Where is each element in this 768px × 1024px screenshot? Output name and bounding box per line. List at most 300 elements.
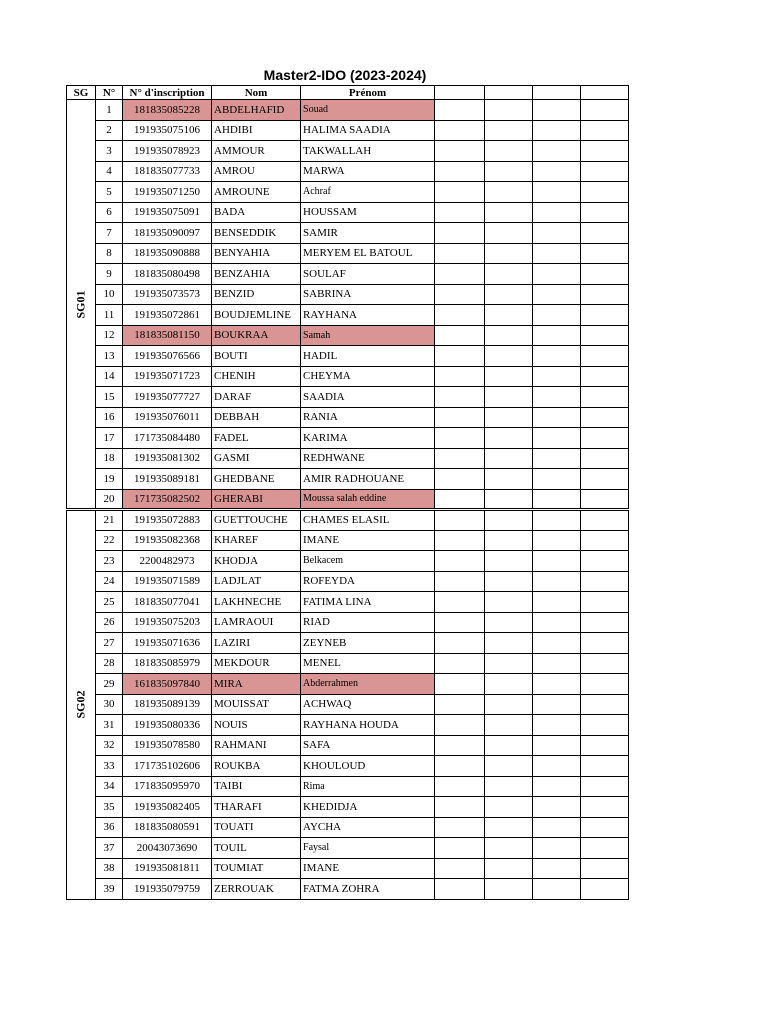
prenom-cell: Rima <box>301 776 435 797</box>
row-number-cell: 28 <box>96 653 123 674</box>
blank-cell <box>485 223 533 244</box>
blank-cell <box>581 694 629 715</box>
blank-cell <box>485 305 533 326</box>
nom-cell: NOUIS <box>212 715 301 736</box>
inscription-cell: 191935071723 <box>123 366 212 387</box>
prenom-cell: KHOULOUD <box>301 756 435 777</box>
row-number-cell: 7 <box>96 223 123 244</box>
nom-cell: AMROUNE <box>212 182 301 203</box>
header-inscription: N° d'inscription <box>123 86 212 100</box>
inscription-cell: 191935071636 <box>123 633 212 654</box>
blank-cell <box>485 387 533 408</box>
prenom-cell: SOULAF <box>301 264 435 285</box>
table-row <box>67 366 629 387</box>
nom-cell: BENZAHIA <box>212 264 301 285</box>
nom-cell: MOUISSAT <box>212 694 301 715</box>
inscription-cell: 191935075203 <box>123 612 212 633</box>
row-number-cell: 5 <box>96 182 123 203</box>
inscription-cell: 181835080591 <box>123 817 212 838</box>
blank-cell <box>485 428 533 449</box>
prenom-cell: SABRINA <box>301 284 435 305</box>
row-number-cell: 39 <box>96 879 123 900</box>
prenom-cell: AYCHA <box>301 817 435 838</box>
blank-cell <box>435 612 485 633</box>
table-row <box>67 407 629 428</box>
blank-cell <box>533 633 581 654</box>
table-row <box>67 182 629 203</box>
blank-cell <box>485 592 533 613</box>
row-number-cell: 17 <box>96 428 123 449</box>
inscription-cell: 181935089139 <box>123 694 212 715</box>
subgroup-label <box>67 510 96 900</box>
header-blank-4 <box>581 86 629 100</box>
blank-cell <box>581 223 629 244</box>
blank-cell <box>485 489 533 510</box>
blank-cell <box>435 571 485 592</box>
inscription-cell: 181935090888 <box>123 243 212 264</box>
blank-cell <box>533 182 581 203</box>
blank-cell <box>435 817 485 838</box>
student-list-table <box>66 85 629 900</box>
prenom-cell: HADIL <box>301 346 435 367</box>
nom-cell: AMROU <box>212 161 301 182</box>
blank-cell <box>485 674 533 695</box>
blank-cell <box>581 161 629 182</box>
blank-cell <box>581 407 629 428</box>
nom-cell: BOUKRAA <box>212 325 301 346</box>
inscription-cell: 191935072883 <box>123 510 212 531</box>
nom-cell: BOUDJEMLINE <box>212 305 301 326</box>
blank-cell <box>581 879 629 900</box>
blank-cell <box>581 674 629 695</box>
blank-cell <box>435 448 485 469</box>
blank-cell <box>581 141 629 162</box>
prenom-cell: IMANE <box>301 858 435 879</box>
inscription-cell: 191935075091 <box>123 202 212 223</box>
prenom-cell: CHEYMA <box>301 366 435 387</box>
blank-cell <box>485 530 533 551</box>
blank-cell <box>485 141 533 162</box>
blank-cell <box>581 387 629 408</box>
blank-cell <box>533 387 581 408</box>
nom-cell: CHENIH <box>212 366 301 387</box>
row-number-cell: 23 <box>96 551 123 572</box>
row-number-cell: 27 <box>96 633 123 654</box>
nom-cell: GHERABI <box>212 489 301 510</box>
blank-cell <box>435 141 485 162</box>
blank-cell <box>581 776 629 797</box>
prenom-cell: CHAMES ELASIL <box>301 510 435 531</box>
blank-cell <box>435 694 485 715</box>
nom-cell: LAMRAOUI <box>212 612 301 633</box>
header-blank-1 <box>435 86 485 100</box>
blank-cell <box>581 100 629 121</box>
nom-cell: MEKDOUR <box>212 653 301 674</box>
prenom-cell: RIAD <box>301 612 435 633</box>
prenom-cell: KARIMA <box>301 428 435 449</box>
prenom-cell: REDHWANE <box>301 448 435 469</box>
blank-cell <box>533 571 581 592</box>
blank-cell <box>435 879 485 900</box>
row-number-cell: 32 <box>96 735 123 756</box>
blank-cell <box>435 387 485 408</box>
table-row <box>67 448 629 469</box>
nom-cell: LAZIRI <box>212 633 301 654</box>
row-number-cell: 19 <box>96 469 123 490</box>
inscription-cell: 171735102606 <box>123 756 212 777</box>
nom-cell: GHEDBANE <box>212 469 301 490</box>
blank-cell <box>485 448 533 469</box>
blank-cell <box>485 817 533 838</box>
blank-cell <box>533 612 581 633</box>
inscription-cell: 191935089181 <box>123 469 212 490</box>
nom-cell: FADEL <box>212 428 301 449</box>
nom-cell: ABDELHAFID <box>212 100 301 121</box>
blank-cell <box>485 100 533 121</box>
inscription-cell: 191935078923 <box>123 141 212 162</box>
header-number: N° <box>96 86 123 100</box>
row-number-cell: 26 <box>96 612 123 633</box>
row-number-cell: 36 <box>96 817 123 838</box>
blank-cell <box>581 264 629 285</box>
blank-cell <box>485 407 533 428</box>
nom-cell: TOUIL <box>212 838 301 859</box>
row-number-cell: 6 <box>96 202 123 223</box>
blank-cell <box>581 715 629 736</box>
nom-cell: GUETTOUCHE <box>212 510 301 531</box>
row-number-cell: 35 <box>96 797 123 818</box>
blank-cell <box>435 366 485 387</box>
row-number-cell: 13 <box>96 346 123 367</box>
inscription-cell: 171735084480 <box>123 428 212 449</box>
prenom-cell: HALIMA SAADIA <box>301 120 435 141</box>
blank-cell <box>533 797 581 818</box>
blank-cell <box>485 510 533 531</box>
inscription-cell: 191935073573 <box>123 284 212 305</box>
nom-cell: TOUATI <box>212 817 301 838</box>
blank-cell <box>581 182 629 203</box>
prenom-cell: RAYHANA <box>301 305 435 326</box>
nom-cell: AMMOUR <box>212 141 301 162</box>
table-row <box>67 694 629 715</box>
blank-cell <box>435 797 485 818</box>
blank-cell <box>533 325 581 346</box>
prenom-cell: AMIR RADHOUANE <box>301 469 435 490</box>
table-row <box>67 858 629 879</box>
blank-cell <box>533 428 581 449</box>
prenom-cell: MARWA <box>301 161 435 182</box>
blank-cell <box>533 366 581 387</box>
blank-cell <box>435 264 485 285</box>
prenom-cell: ACHWAQ <box>301 694 435 715</box>
header-prenom: Prénom <box>301 86 435 100</box>
row-number-cell: 9 <box>96 264 123 285</box>
blank-cell <box>485 694 533 715</box>
table-row <box>67 161 629 182</box>
nom-cell: BOUTI <box>212 346 301 367</box>
blank-cell <box>485 633 533 654</box>
table-row <box>67 325 629 346</box>
row-number-cell: 1 <box>96 100 123 121</box>
nom-cell: LAKHNECHE <box>212 592 301 613</box>
blank-cell <box>435 223 485 244</box>
blank-cell <box>485 756 533 777</box>
nom-cell: GASMI <box>212 448 301 469</box>
blank-cell <box>485 551 533 572</box>
blank-cell <box>533 448 581 469</box>
prenom-cell: Abderrahmen <box>301 674 435 695</box>
blank-cell <box>581 838 629 859</box>
blank-cell <box>533 141 581 162</box>
row-number-cell: 25 <box>96 592 123 613</box>
prenom-cell: SAFA <box>301 735 435 756</box>
table-row <box>67 510 629 531</box>
header-blank-2 <box>485 86 533 100</box>
blank-cell <box>435 305 485 326</box>
blank-cell <box>581 448 629 469</box>
blank-cell <box>581 612 629 633</box>
blank-cell <box>435 592 485 613</box>
table-row <box>67 120 629 141</box>
inscription-cell: 191935080336 <box>123 715 212 736</box>
prenom-cell: Samah <box>301 325 435 346</box>
nom-cell: THARAFI <box>212 797 301 818</box>
inscription-cell: 2200482973 <box>123 551 212 572</box>
nom-cell: BENSEDDIK <box>212 223 301 244</box>
blank-cell <box>533 489 581 510</box>
row-number-cell: 14 <box>96 366 123 387</box>
row-number-cell: 2 <box>96 120 123 141</box>
subgroup-label <box>67 100 96 510</box>
inscription-cell: 191935076011 <box>123 407 212 428</box>
blank-cell <box>533 407 581 428</box>
table-row <box>67 387 629 408</box>
inscription-cell: 181835077733 <box>123 161 212 182</box>
blank-cell <box>581 120 629 141</box>
table-row <box>67 346 629 367</box>
blank-cell <box>435 100 485 121</box>
prenom-cell: SAADIA <box>301 387 435 408</box>
blank-cell <box>485 797 533 818</box>
row-number-cell: 12 <box>96 325 123 346</box>
table-row <box>67 756 629 777</box>
blank-cell <box>533 776 581 797</box>
table-row <box>67 530 629 551</box>
blank-cell <box>581 346 629 367</box>
table-row <box>67 592 629 613</box>
blank-cell <box>533 694 581 715</box>
inscription-cell: 20043073690 <box>123 838 212 859</box>
blank-cell <box>581 551 629 572</box>
blank-cell <box>533 592 581 613</box>
header-sg: SG <box>67 86 96 100</box>
table-row <box>67 469 629 490</box>
blank-cell <box>533 202 581 223</box>
blank-cell <box>581 510 629 531</box>
table-row <box>67 735 629 756</box>
blank-cell <box>485 735 533 756</box>
blank-cell <box>435 469 485 490</box>
nom-cell: DEBBAH <box>212 407 301 428</box>
blank-cell <box>485 264 533 285</box>
blank-cell <box>581 797 629 818</box>
table-row <box>67 715 629 736</box>
blank-cell <box>435 551 485 572</box>
blank-cell <box>485 346 533 367</box>
blank-cell <box>485 182 533 203</box>
prenom-cell: Achraf <box>301 182 435 203</box>
header-nom: Nom <box>212 86 301 100</box>
row-number-cell: 8 <box>96 243 123 264</box>
inscription-cell: 181835077041 <box>123 592 212 613</box>
row-number-cell: 24 <box>96 571 123 592</box>
table-row <box>67 264 629 285</box>
inscription-cell: 171735082502 <box>123 489 212 510</box>
blank-cell <box>485 202 533 223</box>
nom-cell: TAIBI <box>212 776 301 797</box>
blank-cell <box>581 305 629 326</box>
blank-cell <box>533 243 581 264</box>
document-title: Master2-IDO (2023-2024) <box>263 67 427 83</box>
blank-cell <box>485 653 533 674</box>
inscription-cell: 191935081811 <box>123 858 212 879</box>
blank-cell <box>435 284 485 305</box>
row-number-cell: 38 <box>96 858 123 879</box>
prenom-cell: Faysal <box>301 838 435 859</box>
blank-cell <box>435 715 485 736</box>
blank-cell <box>435 530 485 551</box>
blank-cell <box>581 571 629 592</box>
nom-cell: RAHMANI <box>212 735 301 756</box>
blank-cell <box>533 161 581 182</box>
row-number-cell: 20 <box>96 489 123 510</box>
blank-cell <box>435 489 485 510</box>
blank-cell <box>435 161 485 182</box>
nom-cell: ZERROUAK <box>212 879 301 900</box>
table-row <box>67 489 629 510</box>
inscription-cell: 191935082368 <box>123 530 212 551</box>
blank-cell <box>533 120 581 141</box>
blank-cell <box>581 817 629 838</box>
prenom-cell: SAMIR <box>301 223 435 244</box>
inscription-cell: 191935071589 <box>123 571 212 592</box>
row-number-cell: 29 <box>96 674 123 695</box>
header-blank-3 <box>533 86 581 100</box>
blank-cell <box>533 264 581 285</box>
inscription-cell: 191935077727 <box>123 387 212 408</box>
blank-cell <box>485 469 533 490</box>
blank-cell <box>485 858 533 879</box>
subgroup-label-text: SG01 <box>73 289 88 319</box>
blank-cell <box>533 756 581 777</box>
inscription-cell: 171835095970 <box>123 776 212 797</box>
blank-cell <box>435 346 485 367</box>
nom-cell: KHAREF <box>212 530 301 551</box>
blank-cell <box>435 776 485 797</box>
blank-cell <box>533 100 581 121</box>
nom-cell: BENZID <box>212 284 301 305</box>
prenom-cell: IMANE <box>301 530 435 551</box>
blank-cell <box>581 653 629 674</box>
prenom-cell: FATMA ZOHRA <box>301 879 435 900</box>
blank-cell <box>581 243 629 264</box>
blank-cell <box>435 407 485 428</box>
blank-cell <box>581 202 629 223</box>
row-number-cell: 11 <box>96 305 123 326</box>
blank-cell <box>533 735 581 756</box>
blank-cell <box>435 202 485 223</box>
inscription-cell: 191935082405 <box>123 797 212 818</box>
blank-cell <box>581 325 629 346</box>
table-row <box>67 653 629 674</box>
prenom-cell: TAKWALLAH <box>301 141 435 162</box>
blank-cell <box>533 284 581 305</box>
prenom-cell: Belkacem <box>301 551 435 572</box>
prenom-cell: RANIA <box>301 407 435 428</box>
inscription-cell: 181835085979 <box>123 653 212 674</box>
prenom-cell: MENEL <box>301 653 435 674</box>
table-row <box>67 551 629 572</box>
table-row <box>67 100 629 121</box>
row-number-cell: 34 <box>96 776 123 797</box>
blank-cell <box>485 715 533 736</box>
blank-cell <box>435 510 485 531</box>
blank-cell <box>485 366 533 387</box>
blank-cell <box>485 243 533 264</box>
blank-cell <box>533 838 581 859</box>
blank-cell <box>485 838 533 859</box>
blank-cell <box>485 325 533 346</box>
table-row <box>67 776 629 797</box>
blank-cell <box>435 858 485 879</box>
blank-cell <box>485 879 533 900</box>
inscription-cell: 191935079759 <box>123 879 212 900</box>
row-number-cell: 21 <box>96 510 123 531</box>
prenom-cell: KHEDIDJA <box>301 797 435 818</box>
blank-cell <box>435 325 485 346</box>
prenom-cell: MERYEM EL BATOUL <box>301 243 435 264</box>
inscription-cell: 191935072861 <box>123 305 212 326</box>
blank-cell <box>533 510 581 531</box>
prenom-cell: ZEYNEB <box>301 633 435 654</box>
inscription-cell: 191935075106 <box>123 120 212 141</box>
blank-cell <box>581 428 629 449</box>
inscription-cell: 161835097840 <box>123 674 212 695</box>
row-number-cell: 3 <box>96 141 123 162</box>
blank-cell <box>581 633 629 654</box>
subgroup-label-text: SG02 <box>73 690 88 719</box>
blank-cell <box>435 735 485 756</box>
table-row <box>67 141 629 162</box>
inscription-cell: 191935076566 <box>123 346 212 367</box>
nom-cell: LADJLAT <box>212 571 301 592</box>
blank-cell <box>533 858 581 879</box>
blank-cell <box>485 571 533 592</box>
blank-cell <box>435 120 485 141</box>
table-row <box>67 223 629 244</box>
table-row <box>67 674 629 695</box>
blank-cell <box>581 469 629 490</box>
nom-cell: KHODJA <box>212 551 301 572</box>
nom-cell: AHDIBI <box>212 120 301 141</box>
table-row <box>67 305 629 326</box>
row-number-cell: 10 <box>96 284 123 305</box>
nom-cell: MIRA <box>212 674 301 695</box>
row-number-cell: 16 <box>96 407 123 428</box>
row-number-cell: 18 <box>96 448 123 469</box>
blank-cell <box>435 674 485 695</box>
prenom-cell: Moussa salah eddine <box>301 489 435 510</box>
